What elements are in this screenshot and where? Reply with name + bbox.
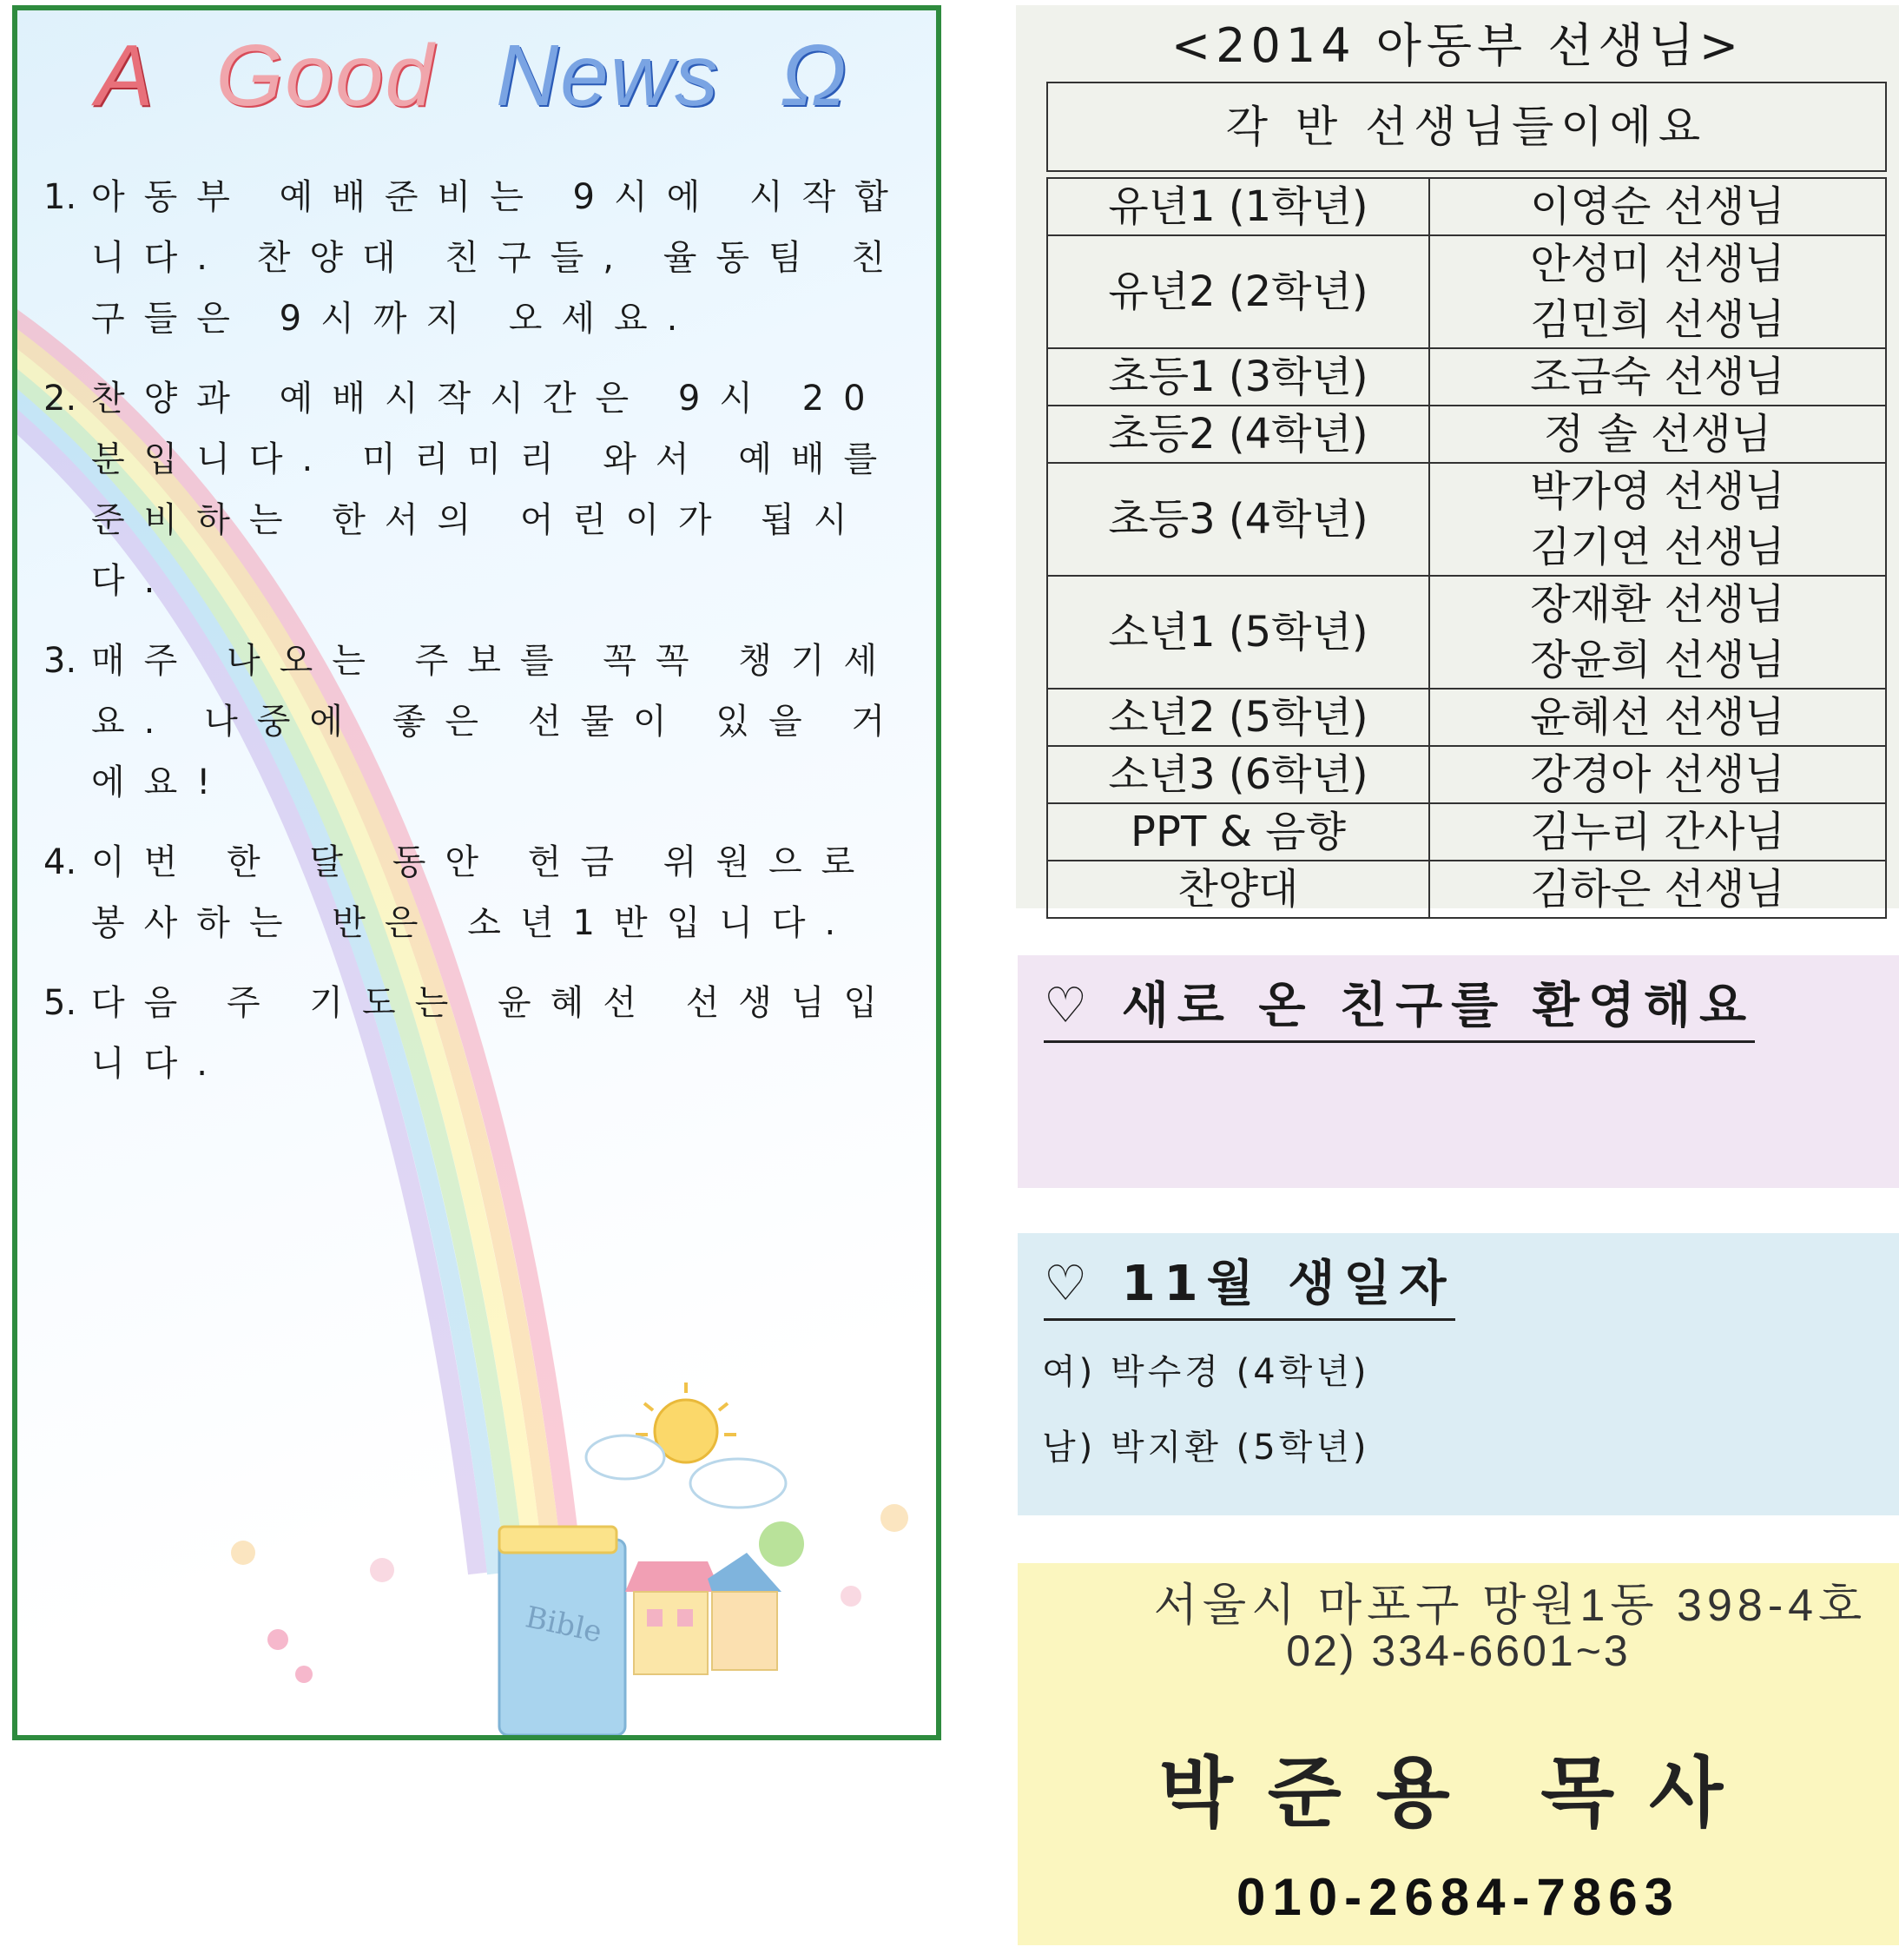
notice-item (43, 368, 920, 611)
teacher-name: 김하은 선생님 (1530, 865, 1785, 914)
contact-section (1018, 1563, 1899, 1945)
title-good: Good (215, 27, 436, 124)
teacher-name: 정 솔 선생님 (1543, 410, 1772, 459)
birthday-boy: 남) 박지환 (5학년) (1042, 1428, 1370, 1468)
teacher-name: 김누리 간사님 (1530, 808, 1785, 856)
teacher-name: 장윤희 선생님 (1530, 636, 1785, 684)
birthday-section (1018, 1233, 1899, 1515)
title-news: News (495, 27, 720, 124)
class-cell: 초등3 (4학년) (1047, 463, 1429, 576)
table-row (1047, 576, 1886, 689)
teacher-cell (1429, 746, 1886, 803)
teacher-table (1046, 82, 1887, 919)
title-a: A (96, 27, 155, 124)
church-phone: 02) 334-6601~3 (1286, 1627, 1631, 1675)
teacher-name: 안성미 선생님 (1530, 240, 1785, 288)
teacher-name: 윤혜선 선생님 (1530, 693, 1785, 742)
teacher-cell (1429, 803, 1886, 861)
teachers-title: <2014 아동부 선생님> (1170, 18, 1744, 73)
teacher-cell (1429, 348, 1886, 406)
class-cell: PPT & 음향 (1047, 803, 1429, 861)
teacher-name: 김민희 선생님 (1530, 295, 1785, 344)
table-row (1047, 235, 1886, 348)
table-row (1047, 861, 1886, 918)
teachers-section (1016, 5, 1899, 914)
notice-number: 5. (43, 983, 77, 1023)
table-row (1047, 689, 1886, 746)
notice-text: 찬양과 예배시작시간은 9시 20분입니다. 미리미리 와서 예배를 준비하는 한서의 어린이가 됩시다. (91, 379, 897, 601)
birthday-girl: 여) 박수경 (4학년) (1042, 1352, 1370, 1392)
table-row (1047, 746, 1886, 803)
class-cell: 소년1 (5학년) (1047, 576, 1429, 689)
teacher-name: 김기연 선생님 (1530, 523, 1785, 571)
notice-number: 4. (43, 842, 77, 882)
bible-label: Bible (522, 1600, 605, 1650)
notice-item (43, 832, 920, 954)
newcomer-section (1018, 955, 1899, 1188)
teacher-cell (1429, 861, 1886, 918)
class-cell: 소년3 (6학년) (1047, 746, 1429, 803)
table-row (1047, 463, 1886, 576)
newcomer-heading: ♡ 새로 온 친구를 환영해요 (1044, 967, 1755, 1043)
notice-text: 다음 주 기도는 윤혜선 선생님입니다. (91, 983, 897, 1084)
notice-number: 1. (43, 177, 77, 217)
teacher-cell (1429, 235, 1886, 348)
notice-item (43, 973, 920, 1094)
class-cell: 초등2 (4학년) (1047, 406, 1429, 463)
notice-text: 이번 한 달 동안 헌금 위원으로 봉사하는 반은 소년1반입니다. (91, 842, 874, 943)
teacher-name: 조금숙 선생님 (1530, 353, 1785, 401)
class-cell: 초등1 (3학년) (1047, 348, 1429, 406)
bible-icon (499, 1527, 625, 1735)
notice-item (43, 630, 920, 813)
pastor-name: 박준용 목사 (1158, 1750, 1758, 1836)
house-icon (625, 1521, 804, 1674)
table-row (1047, 406, 1886, 463)
teacher-cell (1429, 576, 1886, 689)
teacher-cell (1429, 463, 1886, 576)
notice-number: 3. (43, 641, 77, 681)
notice-item (43, 167, 920, 349)
table-gap (1047, 171, 1886, 178)
table-row (1047, 348, 1886, 406)
teacher-name: 강경아 선생님 (1530, 750, 1785, 799)
title-omega: Ω (780, 27, 848, 124)
notice-text: 아동부 예배준비는 9시에 시작합니다. 찬양대 친구들, 율동팀 친구들은 9시까지 오세요. (91, 177, 907, 339)
birthday-heading: ♡ 11월 생일자 (1044, 1245, 1455, 1321)
table-header-row (1047, 82, 1886, 171)
teacher-cell (1429, 689, 1886, 746)
notice-text: 매주 나오는 주보를 꼭꼭 챙기세요. 나중에 좋은 선물이 있을 거에요! (91, 641, 904, 802)
table-header: 각 반 선생님들이에요 (1047, 82, 1886, 171)
class-cell: 찬양대 (1047, 861, 1429, 918)
notice-list (43, 167, 920, 1113)
class-cell: 소년2 (5학년) (1047, 689, 1429, 746)
teacher-name: 이영순 선생님 (1530, 182, 1785, 231)
class-cell: 유년2 (2학년) (1047, 235, 1429, 348)
notice-number: 2. (43, 379, 77, 419)
news-panel (12, 5, 941, 1740)
table-row (1047, 803, 1886, 861)
teacher-cell (1429, 178, 1886, 235)
news-title (96, 26, 883, 122)
table-row (1047, 178, 1886, 235)
pastor-phone: 010-2684-7863 (1236, 1868, 1681, 1926)
bible-scene-illustration (17, 1370, 936, 1735)
church-address: 서울시 마포구 망원1동 398-4호 (1153, 1581, 1868, 1631)
class-cell: 유년1 (1학년) (1047, 178, 1429, 235)
teacher-name: 박가영 선생님 (1530, 467, 1785, 516)
teacher-name: 장재환 선생님 (1530, 580, 1785, 629)
teacher-cell (1429, 406, 1886, 463)
